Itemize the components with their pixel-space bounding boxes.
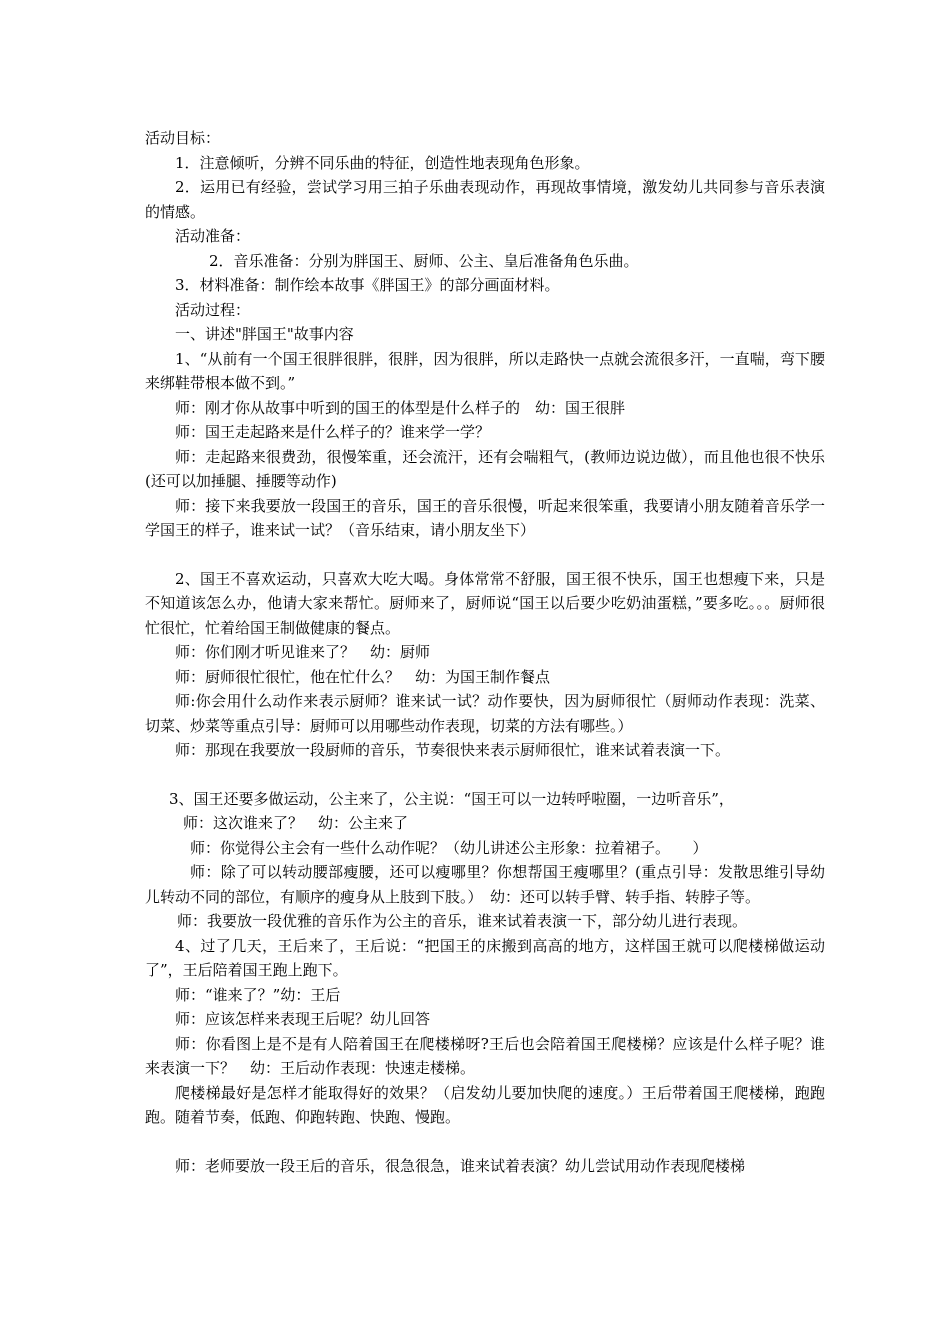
paragraph: 师：刚才你从故事中听到的国王的体型是什么样子的 幼：国王很胖 [175,398,626,417]
paragraph: 师：应该怎样来表现王后呢？幼儿回答 [175,1010,431,1028]
paragraph: 师：厨师很忙很忙，他在忙什么？ 幼：为国王制作餐点 [175,667,551,686]
paragraph: 师：国王走起路来是什么样子的？谁来学一学？ [175,423,491,441]
paragraph: 师：“谁来了？”幼：王后 [175,985,341,1004]
paragraph: 4、过了几天，王后来了，王后说：“把国王的床搬到高高的地方，这样国王就可以爬楼梯做运动了”，王后陪着国王跑上跑下。 [145,936,825,979]
paragraph: 3、国王还要多做运动，公主来了，公主说：“国王可以一边转呼啦圈，一边听音乐”， [169,789,734,808]
paragraph-spacer [145,543,825,567]
paragraph: 师：老师要放一段王后的音乐，很急很急，谁来试着表演？幼儿尝试用动作表现爬楼梯 [175,1156,746,1175]
paragraph: 1、“从前有一个国王很胖很胖，很胖，因为很胖，所以走路快一点就会流很多汗，一直喘，弯下腰来绑鞋带根本做不到。” [145,349,825,392]
paragraph: 师：这次谁来了？ 幼：公主来了 [183,814,409,832]
paragraph: 一、讲述"胖国王"故事内容 [175,325,354,343]
paragraph: 2、国王不喜欢运动，只喜欢大吃大喝。身体常常不舒服，国王很不快乐，国王也想瘦下来，只是不知道该怎么办，他请大家来帮忙。厨师来了，厨师说“国王以后要少吃奶油蛋糕，”要多吃。。。厨师很忙很忙，忙着给国王制做健康的餐点。 [145,569,825,637]
paragraph: 1．注意倾听，分辨不同乐曲的特征，创造性地表现角色形象。 [175,153,590,172]
paragraph: 师：接下来我要放一段国王的音乐，国王的音乐很慢，听起来很笨重，我要请小朋友随着音乐学一学国王的样子，谁来试一试？（音乐结束，请小朋友坐下） [145,496,825,539]
paragraph: 师：你们刚才听见谁来了？ 幼：厨师 [175,643,431,661]
paragraph: 师：走起路来很费劲，很慢笨重，还会流汗，还有会喘粗气，(教师边说边做），而且他也很不快乐(还可以加捶腿、捶腰等动作) [145,447,825,490]
paragraph: 师：你看图上是不是有人陪着国王在爬楼梯呀?王后也会陪着国王爬楼梯？应该是什么样子呢？谁来表演一下？ 幼：王后动作表现：快速走楼梯。 [145,1034,825,1077]
paragraph: 师：你觉得公主会有一些什么动作呢？（幼儿讲述公主形象：拉着裙子。 ） [190,838,708,857]
paragraph: 2．音乐准备：分别为胖国王、厨师、公主、皇后准备角色乐曲。 [209,251,639,270]
paragraph: 师：那现在我要放一段厨师的音乐，节奏很快来表示厨师很忙，谁来试着表演一下。 [175,741,731,759]
paragraph: 2．运用已有经验，尝试学习用三拍子乐曲表现动作，再现故事情境，激发幼儿共同参与音乐表演的情感。 [145,178,825,221]
paragraph-spacer [145,763,825,787]
paragraph: 师：我要放一段优雅的音乐作为公主的音乐，谁来试着表演一下，部分幼儿进行表现。 [177,912,748,930]
paragraph: 3．材料准备：制作绘本故事《胖国王》的部分画面材料。 [175,276,560,294]
paragraph: 活动准备： [175,227,251,245]
paragraph: 师：除了可以转动腰部瘦腰，还可以瘦哪里？你想帮国王瘦哪里？(重点引导：发散思维引导幼儿转动不同的部位，有顺序的瘦身从上肢到下肢。） 幼：还可以转手臂、转手指、转脖子等。 [145,863,825,906]
paragraph-spacer [145,1130,825,1154]
paragraph: 活动目标： [145,129,221,147]
paragraph: 爬楼梯最好是怎样才能取得好的效果？（启发幼儿要加快爬的速度。）王后带着国王爬楼梯，跑跑跑。随着节奏，低跑、仰跑转跑、快跑、慢跑。 [145,1083,825,1126]
document-body [145,126,825,1178]
paragraph: 活动过程： [175,300,251,319]
paragraph: 师:你会用什么动作来表示厨师？谁来试一试？动作要快，因为厨师很忙（厨师动作表现：洗菜、切菜、炒菜等重点引导：厨师可以用哪些动作表现，切菜的方法有哪些。） [145,692,825,735]
